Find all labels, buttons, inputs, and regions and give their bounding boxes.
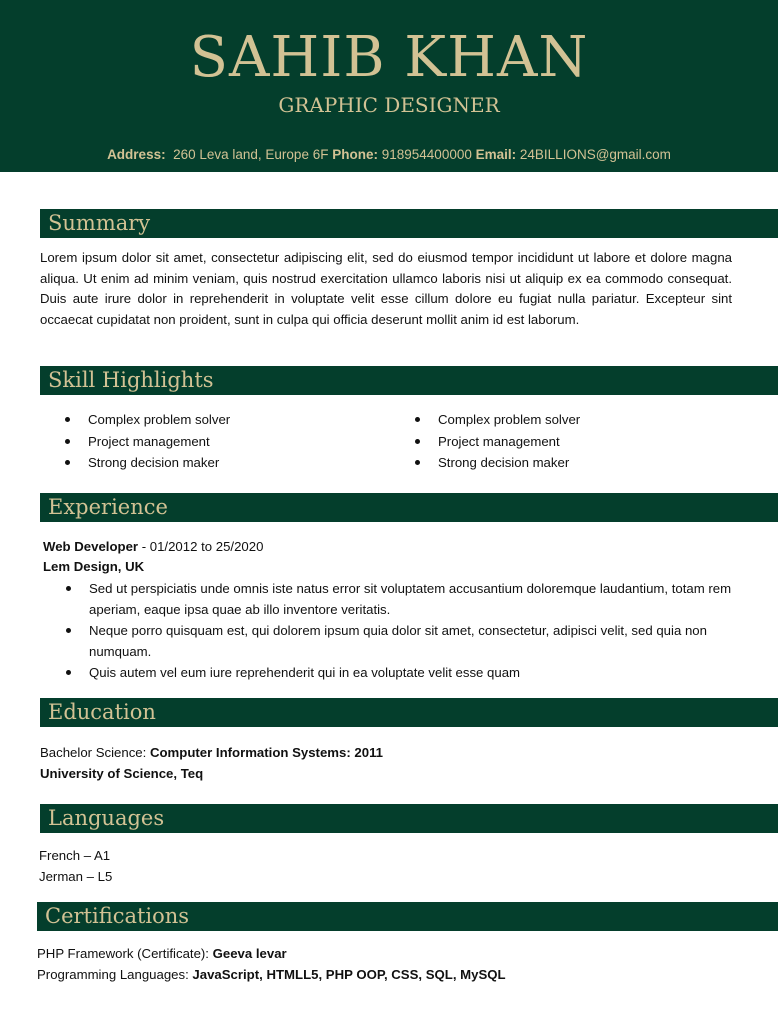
certification-label: PHP Framework (Certificate):	[37, 946, 213, 961]
address-value: 260 Leva land, Europe 6F	[173, 147, 329, 162]
candidate-name: SAHIB KHAN	[189, 25, 589, 90]
header-banner	[0, 0, 778, 172]
certification-label: Programming Languages:	[37, 967, 193, 982]
list-item: Strong decision maker	[88, 452, 388, 474]
education-heading: Education	[48, 700, 156, 724]
experience-bullets	[89, 578, 734, 683]
list-item: Sed ut perspiciatis unde omnis iste natus error sit voluptatem accusantium doloremque laudantium, totam rem aperiam, eaque ipsa quae ab illo inventore veritatis.	[89, 578, 734, 620]
email-value: 24BILLIONS@gmail.com	[519, 147, 671, 162]
education-heading-bar	[40, 698, 778, 727]
list-item: Complex problem solver	[438, 409, 738, 431]
degree-value: Computer Information Systems: 2011	[149, 745, 384, 760]
certifications-heading-bar	[37, 902, 778, 931]
skills-heading: Skill Highlights	[48, 368, 214, 392]
list-item: Strong decision maker	[438, 452, 738, 474]
experience-role-line	[43, 537, 733, 558]
phone-value: 918954400000	[381, 147, 472, 162]
certification-line-2	[37, 965, 737, 986]
certifications-heading: Certifications	[45, 904, 190, 928]
list-item: Quis autem vel eum iure reprehenderit qui in ea voluptate velit esse quam	[89, 662, 734, 683]
contact-line	[0, 146, 778, 164]
skills-heading-bar	[40, 366, 778, 395]
list-item: Project management	[438, 431, 738, 453]
skills-list-left	[88, 409, 388, 474]
language-item: Jerman – L5	[39, 869, 113, 884]
education-school: University of Science, Teq	[40, 766, 204, 781]
certification-value: Geeva levar	[212, 946, 287, 961]
experience-role: Web Developer	[43, 539, 139, 554]
list-item: Neque porro quisquam est, qui dolorem ipsum quia dolor sit amet, consectetur, adipisci velit, sed quia non numquam.	[89, 620, 734, 662]
education-degree-line	[40, 743, 730, 764]
summary-heading: Summary	[48, 211, 151, 235]
address-label: Address:	[107, 147, 166, 162]
degree-label: Bachelor Science:	[40, 745, 150, 760]
job-title: GRAPHIC DESIGNER	[278, 93, 500, 117]
summary-text: Lorem ipsum dolor sit amet, consectetur adipiscing elit, sed do eiusmod tempor incididunt ut labore et dolore magna aliqua. Ut enim ad minim veniam, quis nostrud exercitation ullamco laboris nisi ut aliquip ex ea commodo consequat. Duis aute irure dolor in reprehenderit in voluptate velit esse cillum dolore eu fugiat nulla pariatur. Excepteur sint occaecat cupidatat non proident, sunt in culpa qui officia deserunt mollit anim id est laborum.	[40, 250, 732, 327]
certification-line-1	[37, 944, 737, 965]
list-item: Project management	[88, 431, 388, 453]
experience-company: Lem Design, UK	[43, 559, 145, 574]
skills-list-right	[438, 409, 738, 474]
experience-dates: - 01/2012 to 25/2020	[138, 539, 264, 554]
phone-label: Phone:	[332, 147, 378, 162]
list-item: Complex problem solver	[88, 409, 388, 431]
summary-heading-bar	[40, 209, 778, 238]
experience-heading: Experience	[48, 495, 168, 519]
email-label: Email:	[475, 147, 517, 162]
certification-value: JavaScript, HTMLL5, PHP OOP, CSS, SQL, MySQL	[192, 967, 506, 982]
language-item: French – A1	[39, 848, 111, 863]
languages-heading: Languages	[48, 806, 165, 830]
experience-heading-bar	[40, 493, 778, 522]
languages-heading-bar	[40, 804, 778, 833]
